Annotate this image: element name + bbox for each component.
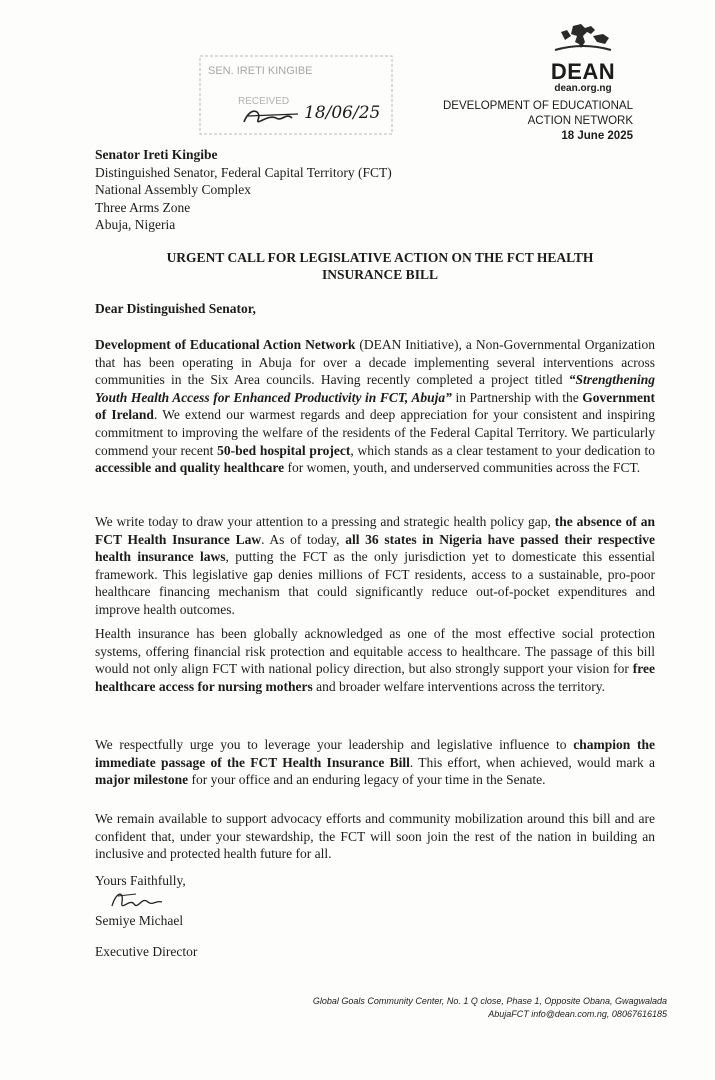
p2-text: , putting the FCT as the only jurisdiction yet to domesticate this essential framework. This legislative gap denies millions of FCT residents, access to a sustainable, pro-poor healthcare financing mechanism that could significantly reduce out-of-pocket expenditures and improve health outcomes. xyxy=(95,549,656,617)
p3-text: Health insurance has been globally acknowledged as one of the most effective social protection systems, offering financial risk protection and equitable access to healthcare. The passage of this bill would not only align FCT with national policy direction, but also strongly support your vision for xyxy=(95,626,655,677)
p1-text: (DEAN Initiative), a Non-Governmental Organization that has been operating in Abuja for over a decade implementing several interventions across communities in the Six Area councils. Having recently completed a project titled xyxy=(95,337,655,388)
p4-highlight: major milestone xyxy=(95,772,189,788)
org-line-1: DEVELOPMENT OF EDUCATIONAL xyxy=(443,100,633,112)
p3-text: and broader welfare interventions across the territory. xyxy=(312,678,605,694)
received-stamp xyxy=(198,52,398,140)
closing: Yours Faithfully, xyxy=(95,873,186,888)
p1-text: , which stands as a clear testament to your dedication to xyxy=(350,442,655,458)
p1-text: in Partnership with the xyxy=(451,389,583,405)
p1-partner: Government of Ireland xyxy=(95,389,656,423)
stamp-text-top: SEN. IRETI KINGIBE xyxy=(208,65,313,77)
logo-url: dean.org.ng xyxy=(554,83,612,94)
recipient-line: National Assembly Complex xyxy=(95,182,251,197)
subject-line-1: URGENT CALL FOR LEGISLATIVE ACTION ON THE FCT HEALTH xyxy=(166,250,594,265)
recipient-line: Three Arms Zone xyxy=(95,199,191,215)
recipient-line: Abuja, Nigeria xyxy=(95,217,176,232)
signer-name: Semiye Michael xyxy=(95,913,184,928)
body-paragraph-3 xyxy=(95,625,655,695)
p1-project-title: “Strengthening Youth Health Access for Enhanced Productivity in FCT, Abuja” xyxy=(95,372,655,405)
p2-highlight: all 36 states in Nigeria have passed their respective health insurance laws xyxy=(95,531,655,565)
p1-hospital-project: 50-bed hospital project xyxy=(217,442,351,458)
globe-map-icon xyxy=(551,22,615,56)
letter-subject xyxy=(120,249,640,283)
letterhead-logo xyxy=(528,22,638,94)
p4-text: for your office and an enduring legacy of your time in the Senate. xyxy=(188,772,546,788)
recipient-line: Distinguished Senator, Federal Capital Territory (FCT) xyxy=(95,164,392,180)
subject-line-2: INSURANCE BILL xyxy=(322,267,438,282)
p3-highlight: free healthcare access for nursing mothers xyxy=(95,661,655,694)
stamp-text-mid: RECEIVED xyxy=(238,96,290,107)
body-paragraph-4 xyxy=(95,736,655,789)
p2-text: We write today to draw your attention to a pressing and strategic health policy gap, xyxy=(95,514,555,529)
body-paragraph-2 xyxy=(95,513,655,619)
footer-address: Global Goals Community Center, No. 1 Q close, Phase 1, Opposite Obana, Gwagwalada xyxy=(312,996,667,1006)
stamp-handwritten-date: 18/06/25 xyxy=(304,103,381,123)
logo-name: DEAN xyxy=(550,59,616,84)
salutation: Dear Distinguished Senator, xyxy=(95,301,256,316)
letterhead-org xyxy=(443,99,633,144)
p4-text: . This effort, when achieved, would mark a xyxy=(409,754,655,770)
recipient-address xyxy=(95,146,392,234)
p2-text: . As of today, xyxy=(261,531,346,547)
p1-text: . We extend our warmest regards and deep appreciation for your consistent and inspiring commitment to improving the welfare of the residents of the Federal Capital Territory. We particularly commend your recent xyxy=(95,407,655,458)
body-paragraph-1 xyxy=(95,336,655,477)
footer-contact: AbujaFCT info@dean.com.ng, 08067616185 xyxy=(488,1009,667,1019)
p4-highlight: champion the immediate passage of the FCT Health Insurance Bill xyxy=(95,737,655,770)
p1-text: for women, youth, and underserved communities across the FCT. xyxy=(284,460,641,476)
letter-footer xyxy=(197,995,667,1021)
signer-title: Executive Director xyxy=(95,944,198,959)
body-paragraph-5: We remain available to support advocacy efforts and community mobilization around this bill and are confident that, under your stewardship, the FCT will soon join the rest of the nation in building an inclusive and protected health future for all. xyxy=(95,811,655,862)
p4-text: We respectfully urge you to leverage your leadership and legislative influence to xyxy=(95,737,574,752)
p2-highlight: the absence of an FCT Health Insurance Law xyxy=(95,514,655,547)
letter-date: 18 June 2025 xyxy=(561,130,633,142)
recipient-name: Senator Ireti Kingibe xyxy=(95,147,218,162)
p1-org-name: Development of Educational Action Network xyxy=(95,337,356,352)
org-line-2: ACTION NETWORK xyxy=(527,115,633,127)
p1-healthcare: accessible and quality healthcare xyxy=(95,460,285,476)
